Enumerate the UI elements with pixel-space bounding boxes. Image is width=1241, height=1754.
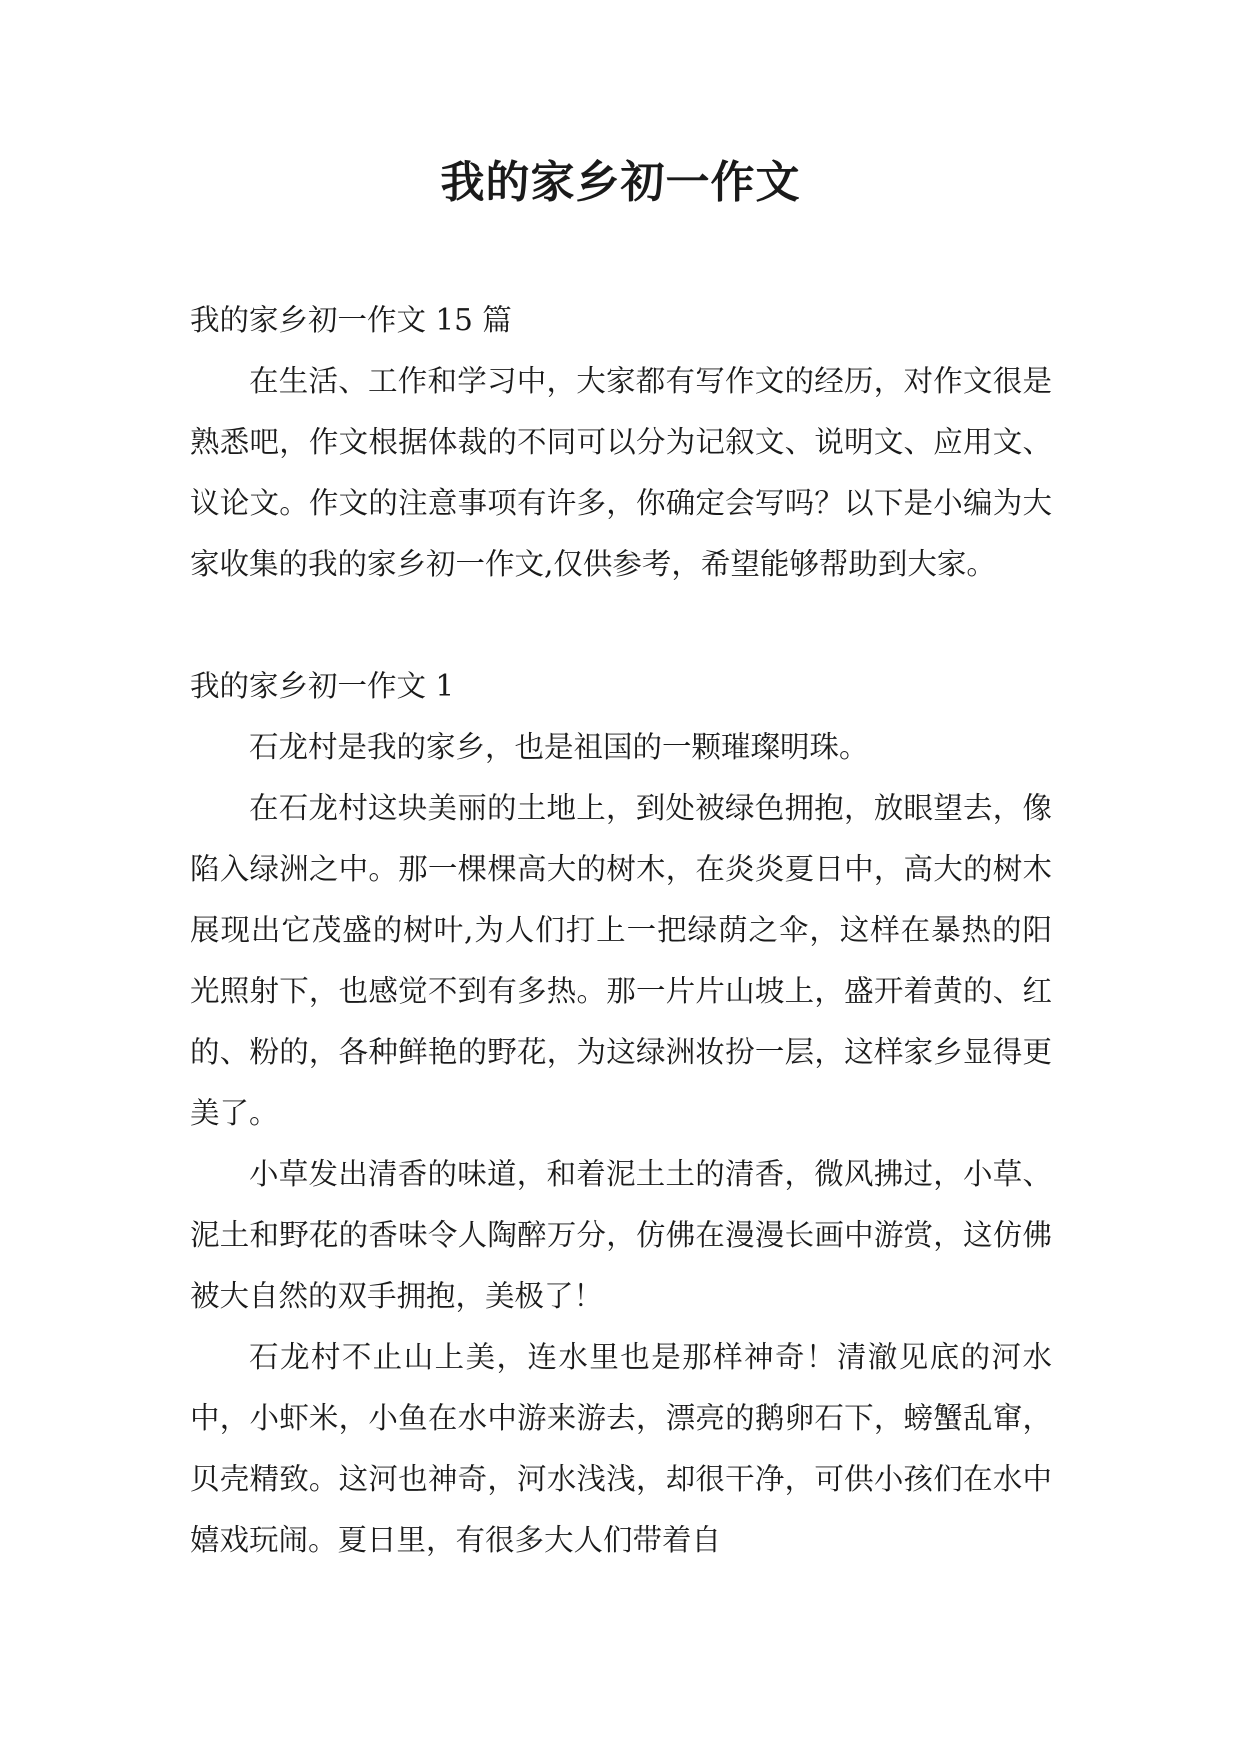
intro-heading: 我的家乡初一作文 15 篇 — [190, 303, 512, 337]
section-spacer — [190, 595, 1052, 656]
essay-paragraph: 石龙村是我的家乡，也是祖国的一颗璀璨明珠。 — [249, 730, 869, 764]
essay-paragraph: 石龙村不止山上美，连水里也是那样神奇！清澈见底的河水中，小虾米，小鱼在水中游来游去，漂亮的鹅卵石下，螃蟹乱窜，贝壳精致。这河也神奇，河水浅浅，却很干净，可供小孩们在水中嬉戏玩闹。夏日里，有很多大人们带着自 — [190, 1340, 1052, 1557]
document-title: 我的家乡初一作文 — [440, 157, 801, 208]
document-body — [190, 290, 1052, 1571]
essay-paragraph: 在石龙村这块美丽的土地上，到处被绿色拥抱，放眼望去，像陷入绿洲之中。那一棵棵高大的树木，在炎炎夏日中，高大的树木展现出它茂盛的树叶,为人们打上一把绿荫之伞，这样在暴热的阳光照射下，也感觉不到有多热。那一片片山坡上，盛开着黄的、红的、粉的，各种鲜艳的野花，为这绿洲妆扮一层，这样家乡显得更美了。 — [190, 791, 1052, 1130]
intro-paragraph: 在生活、工作和学习中，大家都有写作文的经历，对作文很是熟悉吧，作文根据体裁的不同可以分为记叙文、说明文、应用文、议论文。作文的注意事项有许多，你确定会写吗？以下是小编为大家收集的我的家乡初一作文,仅供参考，希望能够帮助到大家。 — [190, 364, 1052, 581]
essay-heading: 我的家乡初一作文 1 — [190, 669, 455, 703]
essay-paragraph: 小草发出清香的味道，和着泥土土的清香，微风拂过，小草、泥土和野花的香味令人陶醉万分，仿佛在漫漫长画中游赏，这仿佛被大自然的双手拥抱，美极了！ — [190, 1157, 1052, 1313]
